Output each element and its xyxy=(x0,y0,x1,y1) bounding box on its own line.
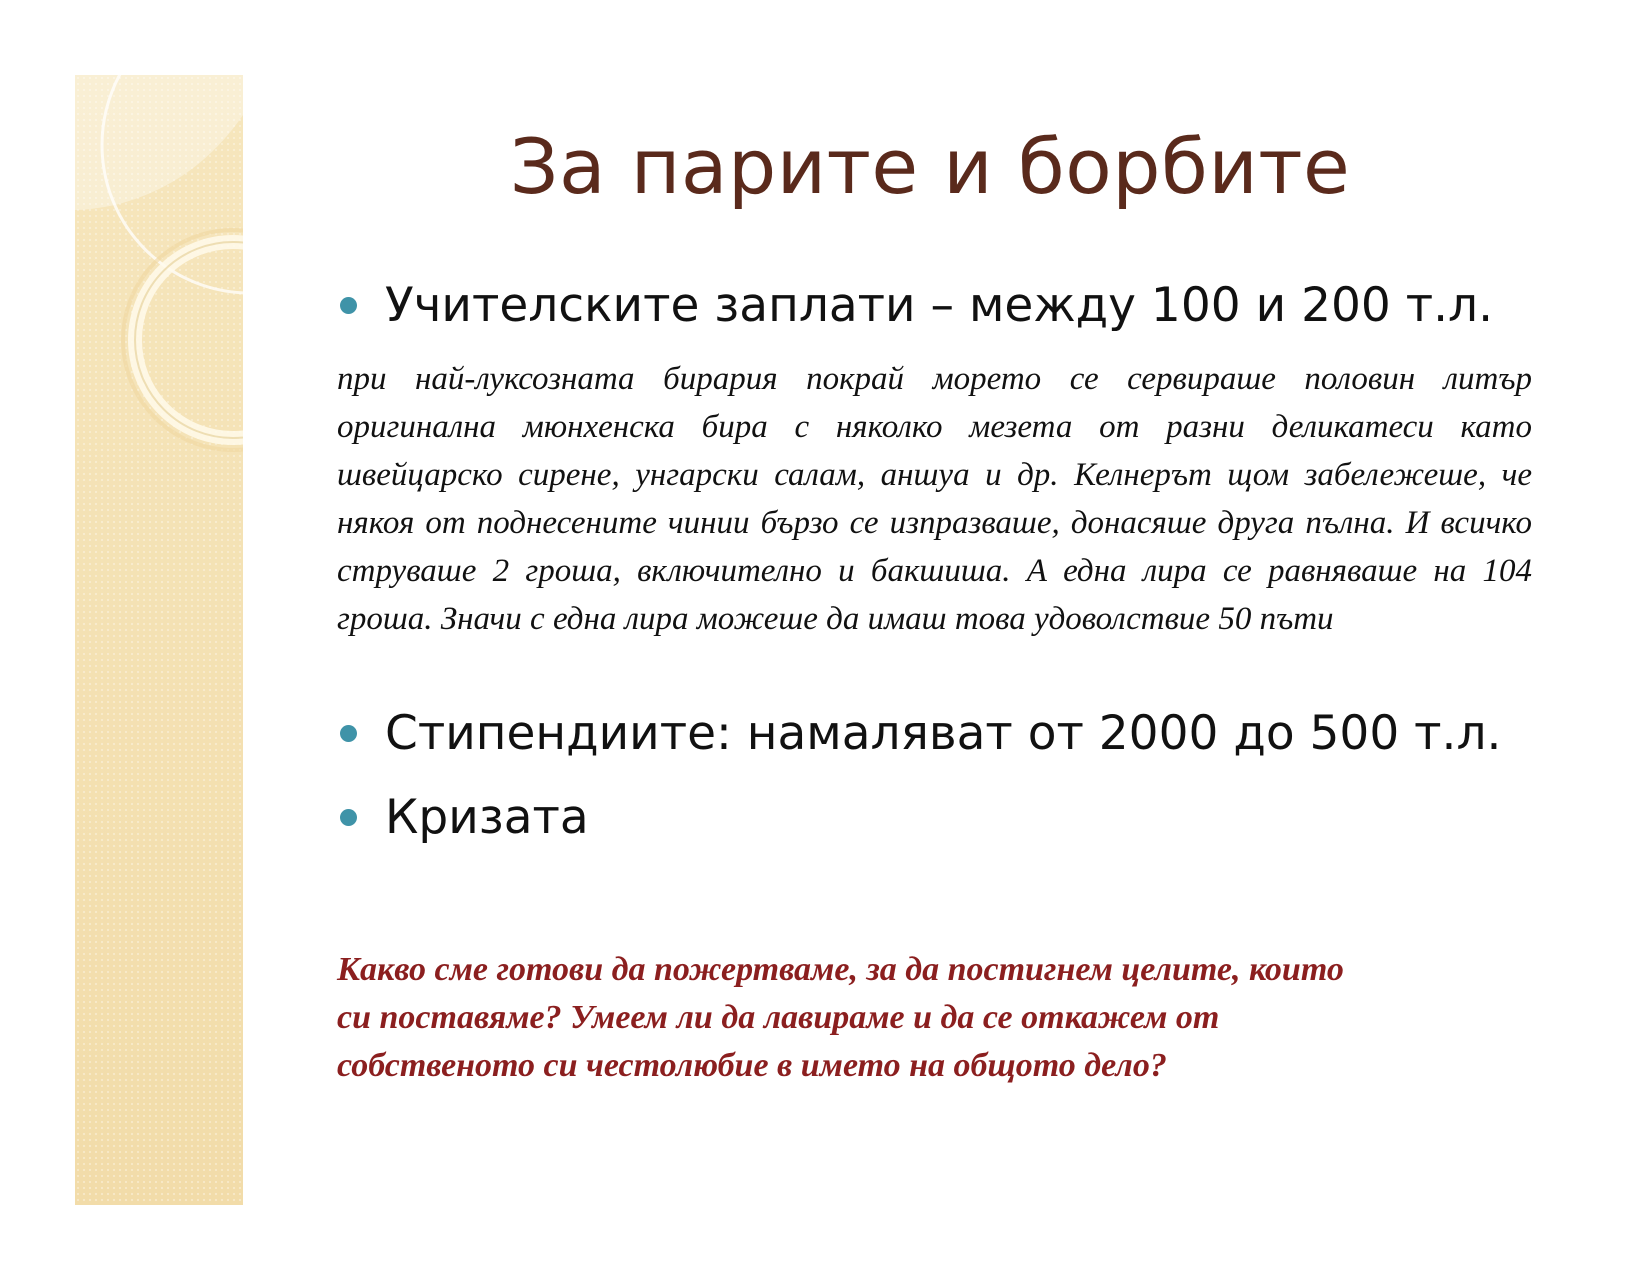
decorative-circles xyxy=(75,75,243,1205)
discussion-question xyxy=(337,946,1537,1090)
question-line: си поставяме? Умеем ли да лавираме и да се откажем от xyxy=(337,999,1220,1036)
bullet-text: Стипендиите: намаляват от 2000 до 500 т.л. xyxy=(385,706,1502,761)
slide-title: За парите и борбите xyxy=(509,122,1351,211)
bullet-text: Учителските заплати – между 100 и 200 т.л. xyxy=(385,278,1494,333)
quote-paragraph: при най-луксозната бирария покрай морето се сервираше половин литър оригинална мюнхенска бира с няколко мезета от разни деликатеси като швейцарско сирене, унгарски салам, аншуа и др. Келнерът щом забележеше, че някоя от поднесените чинии бързо се изпразваше, донасяше друга пълна. И всичко струваше 2 гроша, включително и бакшиша. А една лира се равняваше на 104 гроша. Значи с една лира можеше да имаш това удоволствие 50 пъти xyxy=(337,361,1532,637)
bullet-text: Кризата xyxy=(385,790,589,845)
bullet-crisis xyxy=(340,790,589,845)
bullet-dot-icon xyxy=(340,725,357,742)
question-line: собственото си честолюбие в името на общото дело? xyxy=(337,1047,1167,1084)
decorative-side-band xyxy=(75,75,243,1205)
bullet-dot-icon xyxy=(340,809,357,826)
question-line: Какво сме готови да пожертваме, за да постигнем целите, които xyxy=(337,951,1344,988)
bullet-scholarships xyxy=(340,706,1501,761)
bullet-dot-icon xyxy=(340,297,357,314)
bullet-teacher-salaries xyxy=(340,278,1493,333)
